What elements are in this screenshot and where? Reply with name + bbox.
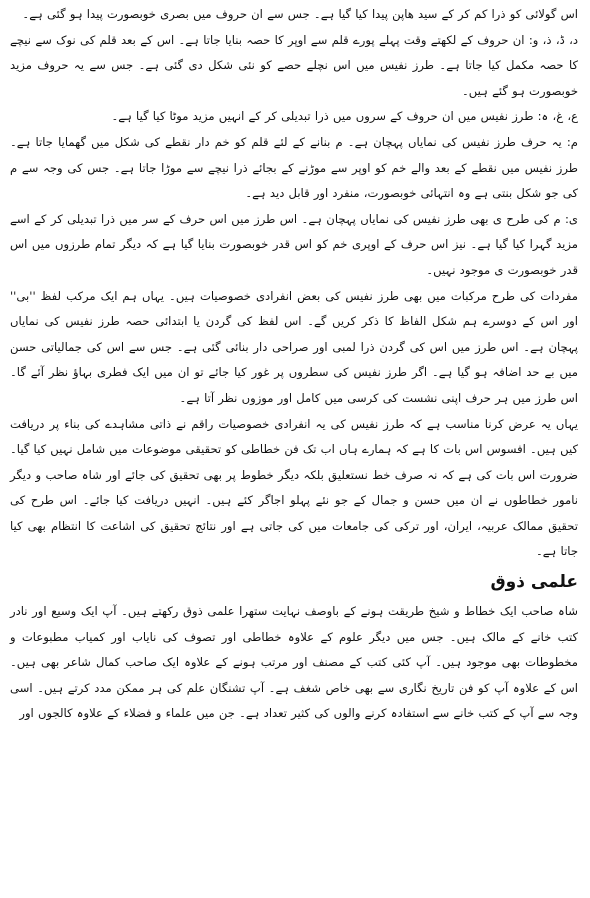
paragraph-3: ع، غ، ہ: طرز نفیس میں ان حروف کے سروں میں ذرا تبدیلی کر کے انہیں مزید موٹا کیا گیا ہے۔ <box>111 109 578 124</box>
paragraph-8: شاہ صاحب ایک خطاط و شیخ طریقت ہونے کے باوصف نہایت ستھرا علمی ذوق رکھتے ہیں۔ آپ ایک وسیع اور نادر کتب خانے کے مالک ہیں۔ جس میں دیگر علوم کے علاوہ خطاطی اور تصوف کی نایاب اور کمیاب مطبوعات و مخطوطات بھی موجود ہیں۔ آپ کئی کتب کے مصنف اور مرتب ہونے کے علاوہ ایک صاحب کمال شاعر بھی ہیں۔ اس کے علاوہ آپ کو فن تاریخ نگاری سے بھی خاص شغف ہے۔ آپ تشنگان علم کی ہر ممکن مدد کرتے ہیں۔ اسی وجہ سے آپ کے کتب خانے سے استفادہ کرنے والوں کی کثیر تعداد ہے۔ جن میں علماء و فضلاء کے علاوہ کالجوں اور <box>10 604 578 721</box>
paragraph-4: م: یہ حرف طرز نفیس کی نمایاں پہچان ہے۔ م بنانے کے لئے قلم کو خم دار نقطے کی شکل میں گھمایا جاتا ہے۔ طرز نفیس میں نقطے کے بعد والے خم کو اوپر سے موڑنے کے بجائے ذرا نیچے سے موڑا جاتا ہے۔ جس کی وجہ سے م کی جو شکل بنتی ہے وہ انتہائی خوبصورت، منفرد اور قابل دید ہے۔ <box>10 134 578 201</box>
paragraph-2: د، ڈ، ذ، و: ان حروف کے لکھتے وقت پہلے پورے قلم سے اوپر کا حصہ بنایا جاتا ہے۔ اس کے بعد قلم کی نوک سے نیچے کا حصہ مکمل کیا جاتا ہے۔ طرز نفیس میں اس نچلے حصے کو نئی شکل دی گئی ہے۔ جس سے یہ حروف مزید خوبصورت ہو گئے ہیں۔ <box>10 32 578 98</box>
paragraph-5: ی: م کی طرح ی بھی طرز نفیس کی نمایاں پہچان ہے۔ اس طرز میں اس حرف کے سر میں ذرا تبدیلی کر کے اسے مزید گہرا کیا گیا ہے۔ نیز اس حرف کے اوپری خم کو اس قدر خوبصورت بنایا گیا ہے کہ دیگر تمام طرزوں میں اس قدر خوبصورت ی موجود نہیں۔ <box>10 211 578 277</box>
paragraph-7: یہاں یہ عرض کرنا مناسب ہے کہ طرز نفیس کی یہ انفرادی خصوصیات راقم نے ذاتی مشاہدے کی بناء پر دریافت کیں ہیں۔ افسوس اس بات کا ہے کہ ہمارے ہاں اب تک فن خطاطی کو تحقیقی موضوعات میں شامل نہیں کیا گیا۔ ضرورت اس بات کی ہے کہ نہ صرف خط نستعلیق بلکہ دیگر خطوط پر بھی تحقیق کی جائے اور شاہ صاحب و دیگر نامور خطاطوں نے ان میں حسن و جمال کے جو نئے پہلو اجاگر کئے ہیں۔ انہیں دریافت کیا جائے۔ اس طرح کی تحقیق ممالک عربیہ، ایران، اور ترکی کی جامعات میں کی جاتی ہے اور نتائج تحقیق کی اشاعت کا انتظام بھی کیا جاتا ہے۔ <box>10 416 578 559</box>
paragraph-6: مفردات کی طرح مرکبات میں بھی طرز نفیس کی بعض انفرادی خصوصیات ہیں۔ یہاں ہم ایک مرکب لفظ ''بی'' اور اس کے دوسرے ہم شکل الفاظ کا ذکر کریں گے۔ اس لفظ کی گردن یا ابتدائی حصہ طرز نفیس کی نمایاں پہچان ہے۔ اس طرز میں اس کی گردن ذرا لمبی اور صراحی دار بنائی گئی ہے۔ جس سے اس کی جمالیاتی حسن میں بے حد اضافہ ہو گیا ہے۔ اگر طرز نفیس کی سطروں پر غور کیا جائے تو ان میں ایک فطری بہاؤ نظر آئے گا۔ اس طرز میں ہر حرف اپنی نشست کی کرسی میں کامل اور موزوں نظر آتا ہے۔ <box>10 288 578 405</box>
paragraph-1: اس گولائی کو ذرا کم کر کے سید ھاپن پیدا کیا گیا ہے۔ جس سے ان حروف میں بصری خوبصورت پیدا ہو گئی ہے۔ <box>22 7 578 21</box>
section-heading: علمی ذوق <box>490 572 578 593</box>
